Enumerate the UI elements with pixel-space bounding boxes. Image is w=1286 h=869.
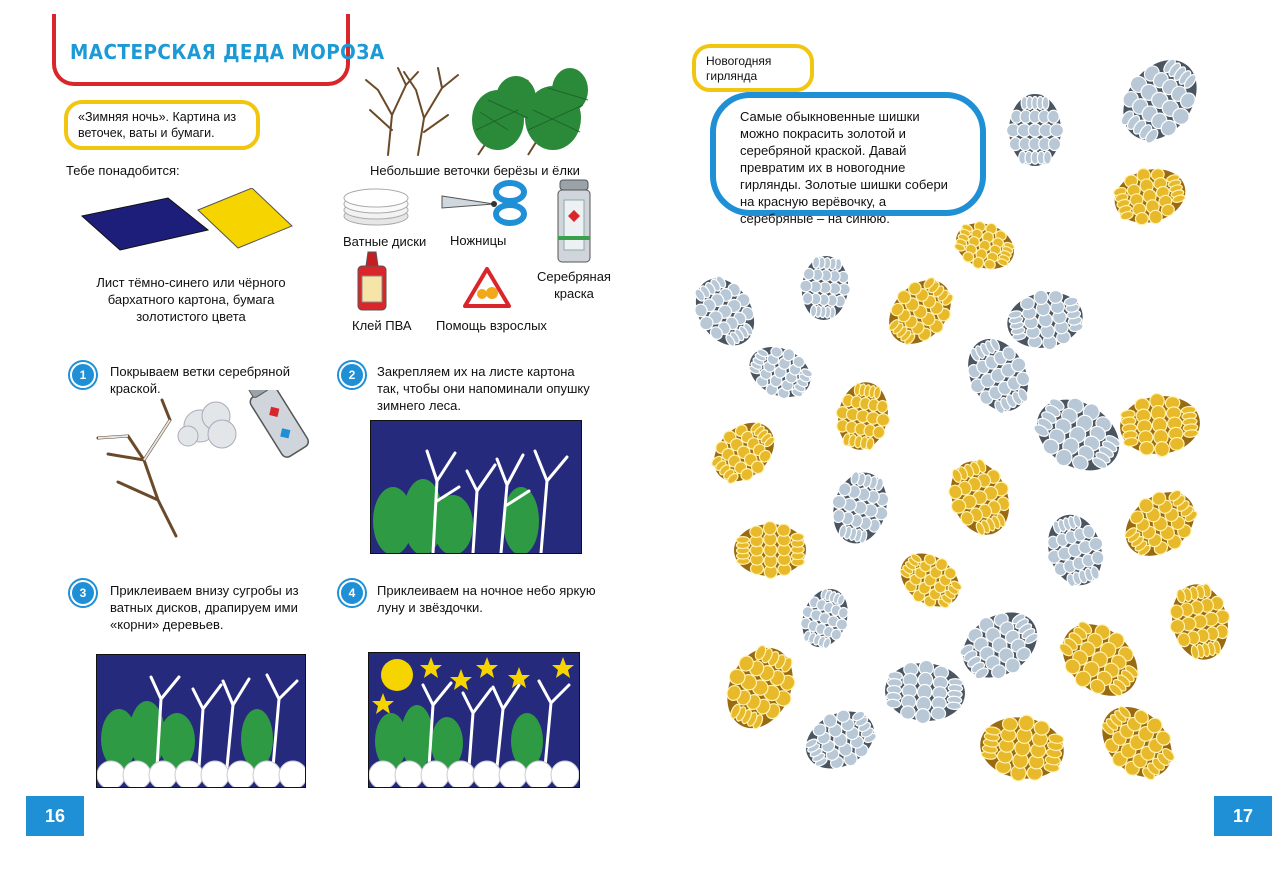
help-caption: Помощь взрослых — [436, 318, 547, 333]
silver-pine-cone — [1106, 60, 1215, 156]
gold-pine-cone — [1163, 579, 1238, 666]
gold-pine-cone — [1086, 691, 1187, 793]
step-text-3: Приклеиваем внизу сугробы из ватных дисков, драпируем ими «корни» деревьев. — [110, 583, 299, 632]
branches-illustration — [358, 60, 598, 160]
cardboard-caption: Лист тёмно-синего или чёрного бархатного картона, бумага золотистого цвета — [96, 275, 286, 324]
gold-pine-cone — [701, 409, 787, 495]
silver-pine-cone — [1007, 94, 1064, 166]
paint-can-illustration — [554, 176, 594, 266]
silver-pine-cone — [883, 658, 967, 727]
page-number-left: 16 — [26, 796, 84, 836]
gold-pine-cone — [948, 213, 1021, 279]
step-text-2: Закрепляем их на листе картона так, чтобы они напоминали опушку зимнего леса. — [377, 364, 590, 413]
scissors-illustration — [438, 178, 534, 226]
cardboard-illustration — [80, 188, 295, 263]
project-name-bubble — [64, 100, 260, 150]
step-text-4: Приклеиваем на ночное небо яркую луну и звёздочки. — [377, 583, 596, 615]
branches-caption: Небольшие веточки берёзы и ёлки — [370, 163, 580, 178]
step-number-3: 3 — [70, 580, 96, 606]
paint-caption: Серебряная краска — [537, 269, 611, 301]
spray-branch-illustration — [88, 390, 318, 540]
step-4-picture — [368, 652, 580, 788]
gold-pine-cone — [831, 378, 896, 454]
gold-pine-cone — [975, 709, 1068, 788]
step-number-1: 1 — [70, 362, 96, 388]
silver-pine-cone — [1002, 283, 1088, 357]
silver-pine-cone — [1022, 383, 1133, 488]
page-title: МАСТЕРСКАЯ ДЕДА МОРОЗА — [70, 40, 385, 64]
step-number-2: 2 — [339, 362, 365, 388]
glue-caption: Клей ПВА — [352, 318, 412, 333]
silver-pine-cone — [795, 698, 885, 782]
gold-pine-cone — [712, 636, 808, 740]
step-3-picture — [96, 654, 306, 788]
scissors-caption: Ножницы — [450, 233, 507, 248]
silver-pine-cone — [1037, 507, 1113, 593]
gold-pine-cone — [1117, 389, 1203, 460]
silver-pine-cone — [682, 266, 768, 357]
silver-pine-cone — [792, 582, 857, 655]
silver-pine-cone — [823, 466, 897, 550]
silver-pine-cone — [740, 335, 820, 409]
project-name: «Зимняя ночь». Картина из веточек, ваты и бумаги. — [78, 110, 237, 140]
gold-pine-cone — [1047, 607, 1154, 712]
gold-pine-cone — [1108, 159, 1193, 234]
pine-cones-field — [680, 60, 1260, 800]
cotton-discs-illustration — [340, 186, 416, 226]
glue-illustration — [354, 250, 390, 314]
gold-pine-cone — [889, 541, 971, 620]
silver-pine-cone — [797, 254, 853, 322]
gold-pine-cone — [1112, 477, 1209, 571]
gold-pine-cone — [875, 266, 966, 358]
gold-pine-cone — [938, 452, 1022, 545]
silver-pine-cone — [949, 597, 1051, 694]
step-number-4: 4 — [339, 580, 365, 606]
gold-pine-cone — [734, 521, 807, 579]
page-number-right: 17 — [1214, 796, 1272, 836]
step-2-picture — [370, 420, 582, 554]
need-label: Тебе понадобится: — [66, 163, 180, 178]
intro-text: Самые обыкновенные шишки можно покрасить золотой и серебряной краской. Давай превратим их в новогодние гирлянды. Золотые шишки собери на красную верёвочку, а серебряные – на синюю. — [740, 109, 948, 226]
section-title: Новогодняя гирлянда — [706, 54, 772, 83]
warning-sign-icon — [462, 266, 512, 310]
cotton-caption: Ватные диски — [343, 234, 427, 249]
step-text-1: Покрываем ветки серебряной краской. — [110, 364, 290, 396]
